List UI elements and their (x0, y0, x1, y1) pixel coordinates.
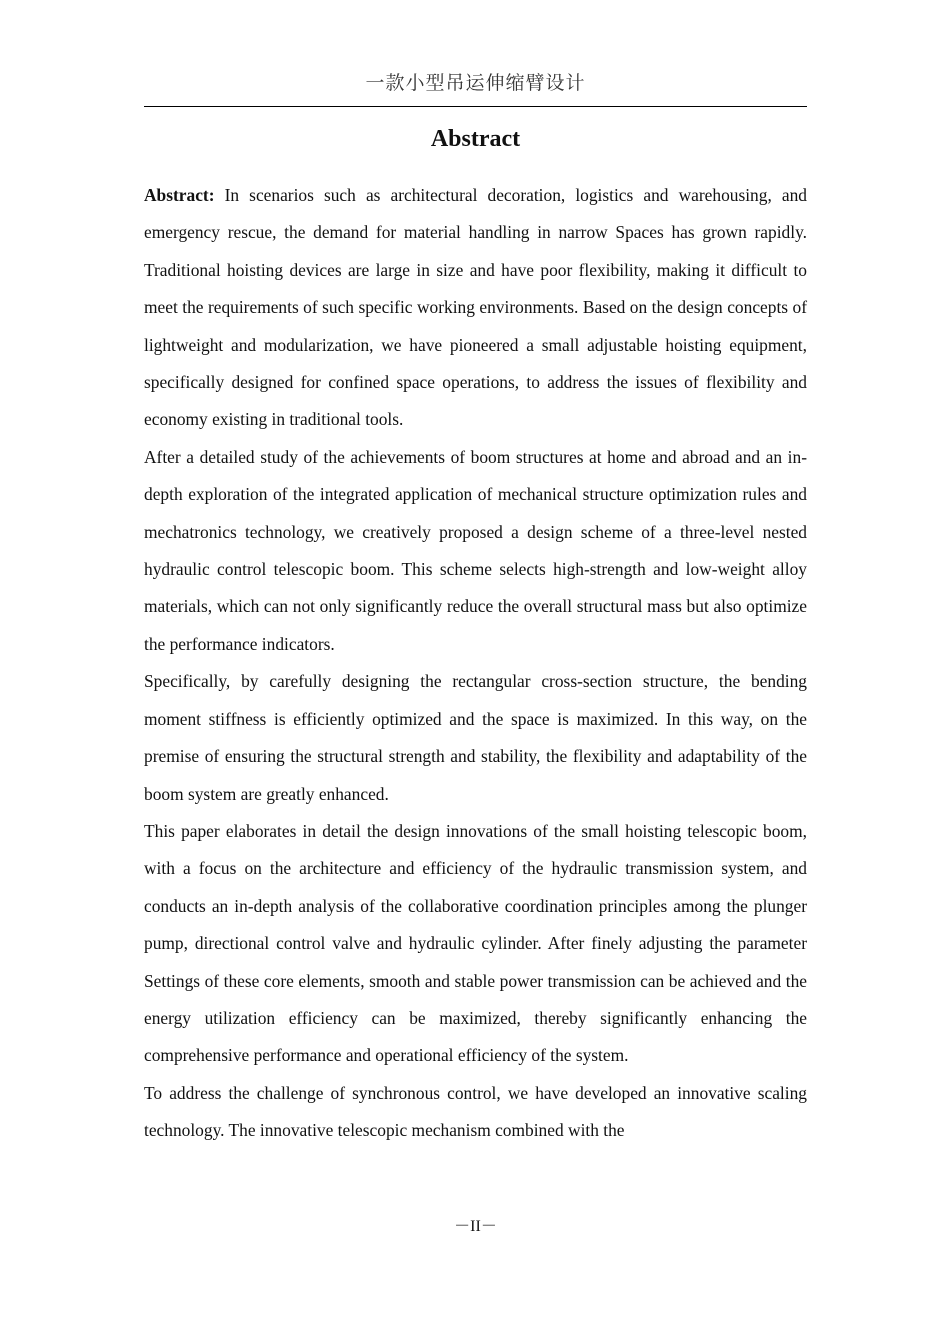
abstract-label: Abstract: (144, 185, 215, 205)
page-number: －II－ (454, 1218, 497, 1235)
abstract-paragraph-1 (144, 177, 807, 439)
abstract-paragraph-5: To address the challenge of synchronous control, we have developed an innovative scaling technology. The innovative telescopic mechanism combined with the (144, 1082, 807, 1141)
paragraph-text: In scenarios such as architectural decoration, logistics and warehousing, and emergency rescue, the demand for material handling in narrow Spaces has grown rapidly. Traditional hoisting devices are large in size and have poor flexibility, making it difficult to meet the requirements of such specific working environments. Based on the design concepts of lightweight and modularization, we have pioneered a small adjustable hoisting equipment, specifically designed for confined space operations, to address the issues of flexibility and economy existing in traditional tools. (144, 185, 807, 430)
abstract-paragraph-2: After a detailed study of the achievements of boom structures at home and abroad and an in-depth exploration of the integrated application of mechanical structure optimization rules and mechatronics technology, we creatively proposed a design scheme of a three-level nested hydraulic control telescopic boom. This scheme selects high-strength and low-weight alloy materials, which can not only significantly reduce the overall structural mass but also optimize the performance indicators. (144, 446, 807, 654)
abstract-paragraph-3: Specifically, by carefully designing the rectangular cross-section structure, the bending moment stiffness is efficiently optimized and the space is maximized. In this way, on the premise of ensuring the structural strength and stability, the flexibility and adaptability of the boom system are greatly enhanced. (144, 671, 807, 804)
page-title: Abstract (430, 126, 521, 152)
header-divider (144, 106, 807, 107)
abstract-body (144, 177, 807, 1150)
running-header: 一款小型吊运伸缩臂设计 (365, 73, 586, 94)
abstract-paragraph-4: This paper elaborates in detail the design innovations of the small hoisting telescopic boom, with a focus on the architecture and efficiency of the hydraulic transmission system, and conducts an in-depth analysis of the collaborative coordination principles among the plunger pump, directional control valve and hydraulic cylinder. After finely adjusting the parameter Settings of these core elements, smooth and stable power transmission can be achieved and the energy utilization efficiency can be maximized, thereby significantly enhancing the comprehensive performance and operational efficiency of the system. (144, 820, 807, 1066)
